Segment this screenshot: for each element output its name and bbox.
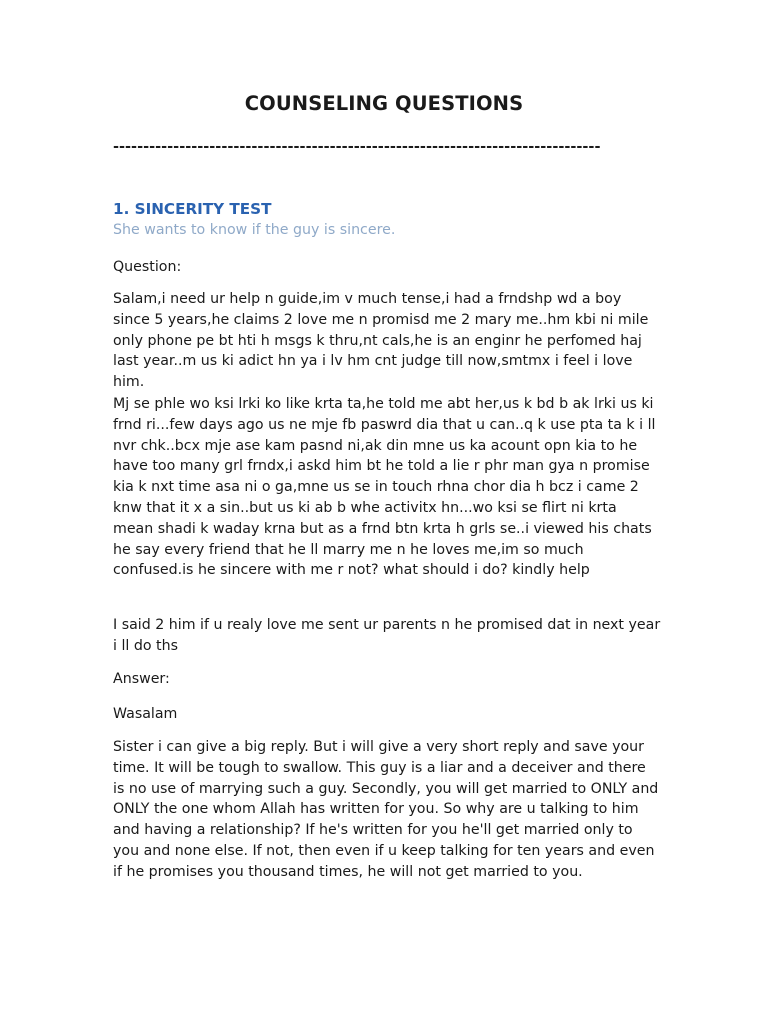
dashed-divider: --------------------------------------------------------------------------------- (113, 139, 601, 155)
answer-label: Answer: (113, 671, 170, 687)
section-subtitle: She wants to know if the guy is sincere. (113, 222, 396, 238)
question-paragraph: Salam,i need ur help n guide,im v much tense,i had a frndshp wd a boy since 5 years,he claims 2 love me n promisd me 2 mary me..hm kbi ni mile only phone pe bt hti h msgs k thru,nt cals,he is an enginr he perfomed haj last year..m us ki adict hn ya i lv hm cnt judge till now,smtmx i feel i love him. (113, 291, 649, 391)
document-title: COUNSELING QUESTIONS (244, 92, 524, 115)
question-paragraph: Mj se phle wo ksi lrki ko like krta ta,he told me abt her,us k bd b ak lrki us ki frnd ri...few days ago us ne mje fb paswrd dia that u can..q k use pta ta k i ll nvr chk..bcx mje ase kam pasnd ni,ak din mne us ka acount opn kia to he have too many grl frndx,i askd him bt he told a lie r phr man gya n promise kia k nxt time asa ni o ga,mne us se in touch rhna chor dia h bcz i came 2 knw that it x a sin..but us ki ab b whe activitx hn...wo ksi se flirt ni krta mean shadi k waday krna but as a frnd btn krta h grls se..i viewed his chats he say every friend that he ll marry me n he loves me,im so much confused.is he sincere with me r not? what should i do? kindly help (113, 396, 656, 579)
answer-greeting: Wasalam (113, 706, 178, 722)
question-paragraph: I said 2 him if u realy love me sent ur parents n he promised dat in next year i ll do ths (113, 617, 661, 654)
question-label: Question: (113, 259, 182, 275)
answer-paragraph: Sister i can give a big reply. But i will give a very short reply and save your time. It will be tough to swallow. This guy is a liar and a deceiver and there is no use of marrying such a guy. Secondly, you will get married to ONLY and ONLY the one whom Allah has written for you. So why are u talking to him and having a relationship? If he's written for you he'll get married only to you and none else. If not, then even if u keep talking for ten years and even if he promises you thousand times, he will not get married to you. (113, 739, 659, 880)
section-heading: 1. SINCERITY TEST (113, 200, 272, 218)
